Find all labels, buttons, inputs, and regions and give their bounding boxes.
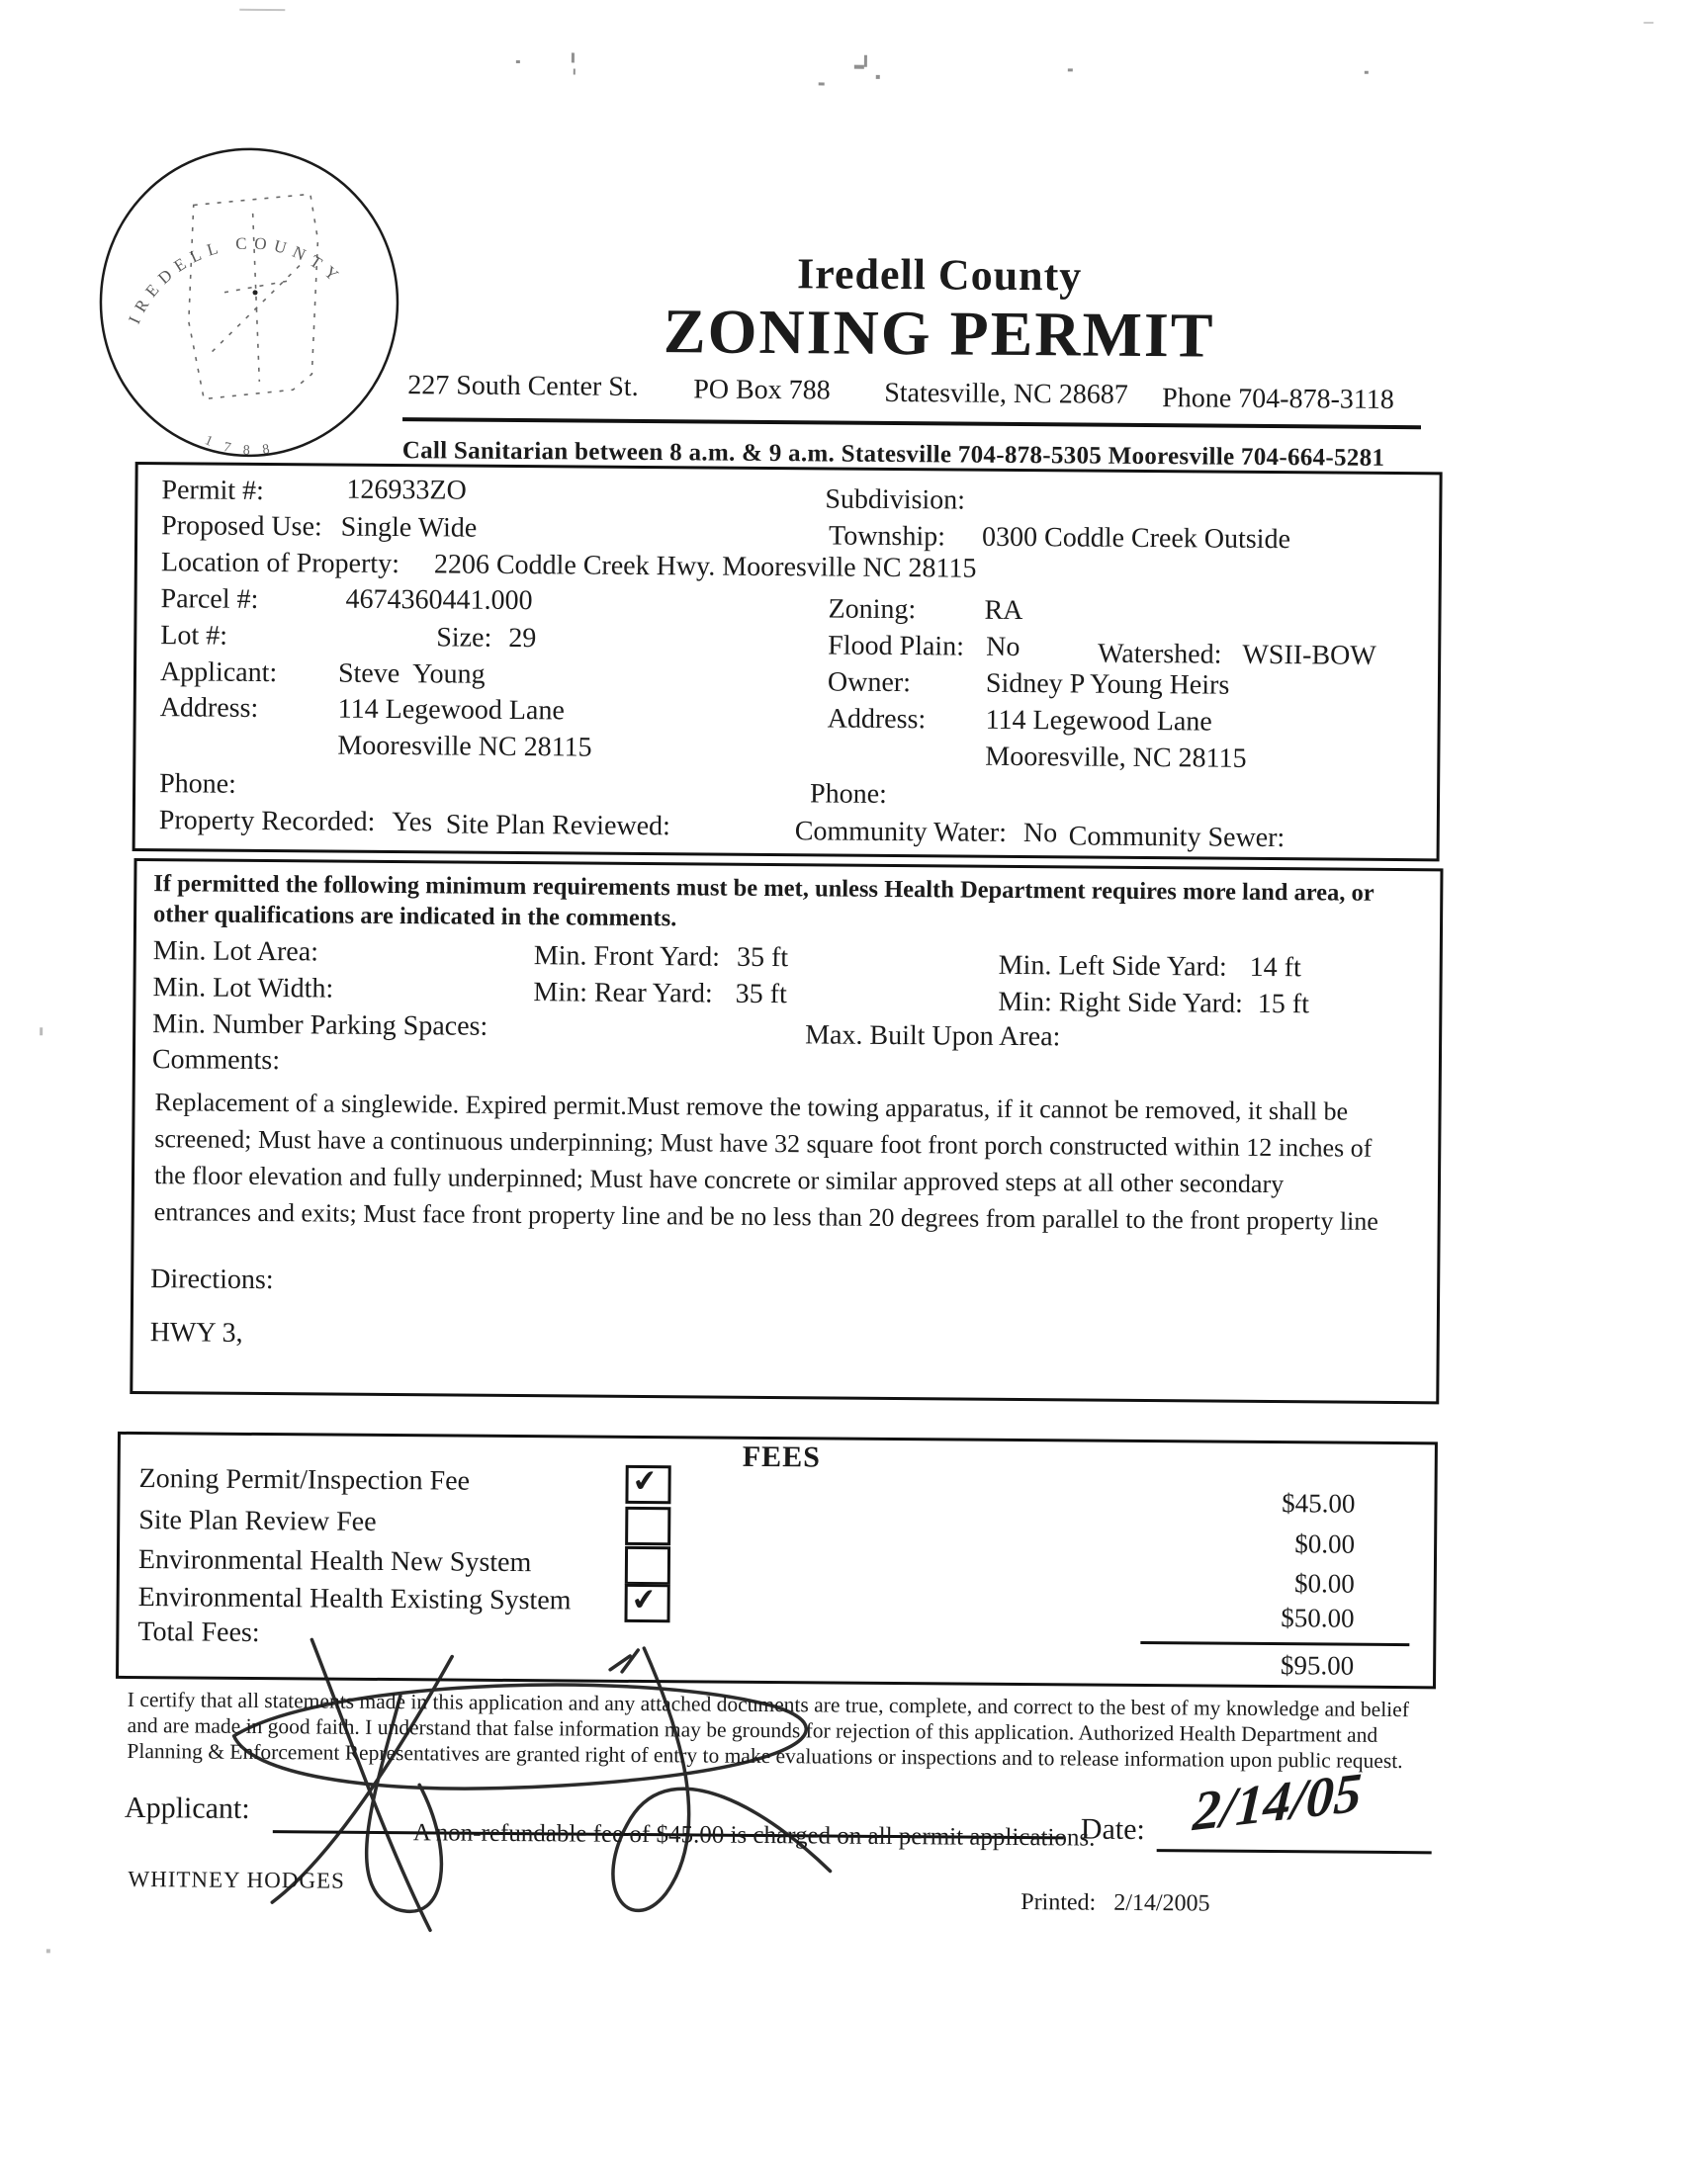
fee-row-checkbox	[625, 1507, 670, 1545]
scan-noise	[819, 82, 825, 85]
certification-text: I certify that all statements made in this application and any attached documents are true, complete, and correct to the best of my knowledge and belief and are made in good faith. I understand that false information may be grounds for rejection of this application. Authorized Health Department and Planning & Enforcement Representatives are granted right of entry to make evaluations or inspections and to release information upon public request.	[127, 1687, 1410, 1774]
max-built-label: Max. Built Upon Area:	[805, 1019, 1061, 1053]
applicant-address-label: Address:	[159, 692, 259, 724]
zoning-value: RA	[984, 594, 1023, 627]
community-water-label: Community Water:	[794, 816, 1008, 848]
permit-number-value: 126933ZO	[346, 474, 467, 506]
scan-noise	[864, 55, 867, 67]
site-plan-reviewed-label: Site Plan Reviewed:	[445, 809, 671, 842]
min-left-yard-value: 14 ft	[1249, 951, 1301, 984]
page-title: ZONING PERMIT	[663, 296, 1215, 371]
min-front-yard-label: Min. Front Yard:	[533, 940, 721, 973]
min-rear-yard-row	[533, 977, 787, 1010]
directions-label: Directions:	[150, 1264, 274, 1296]
location-label: Location of Property:	[160, 547, 400, 580]
scan-noise	[46, 1949, 50, 1953]
fee-row-label: Site Plan Review Fee	[138, 1505, 377, 1537]
header-divider	[402, 417, 1421, 429]
proposed-use-row	[161, 510, 477, 545]
min-rear-yard-value: 35 ft	[735, 978, 787, 1010]
zoning-label: Zoning:	[828, 593, 917, 626]
officer-name: WHITNEY HODGES	[128, 1866, 346, 1893]
permit-number-label: Permit #:	[161, 475, 265, 507]
location-value: 2206 Coddle Creek Hwy. Mooresville NC 28115	[433, 549, 977, 584]
fee-row-label: Environmental Health New System	[137, 1544, 532, 1579]
min-rear-yard-label: Min: Rear Yard:	[533, 977, 713, 1009]
scan-noise	[574, 68, 576, 74]
scan-noise	[876, 75, 880, 79]
owner-label: Owner:	[827, 666, 912, 699]
min-parking-label: Min. Number Parking Spaces:	[152, 1008, 488, 1042]
check-icon: ✔	[630, 1581, 659, 1619]
applicant-value: Steve Young	[337, 657, 486, 690]
total-fees-amount: $95.00	[1280, 1650, 1355, 1681]
date-label: Date:	[1080, 1812, 1145, 1847]
comments-label: Comments:	[151, 1044, 281, 1077]
signature-scribble	[215, 1637, 1027, 1950]
phone-left-label: Phone:	[159, 768, 237, 800]
printed-value: 2/14/2005	[1113, 1889, 1210, 1917]
header-street: 227 South Center St.	[407, 370, 639, 402]
flood-plain-label: Flood Plain:	[828, 630, 965, 662]
scan-noise	[1643, 22, 1653, 24]
property-recorded-label: Property Recorded:	[158, 805, 376, 837]
applicant-signature-label: Applicant:	[124, 1791, 250, 1825]
min-left-yard-row	[999, 950, 1301, 984]
comments-text: Replacement of a singlewide. Expired permit.Must remove the towing apparatus, if it cannot be removed, it shall be screened; Must have a continuous underpinning; Must have 32 square foot front porch constructed within 12 inches of the floor elevation and fully underpinned; Must have concrete or similar approved steps at all other secondary entrances and exits; Must face front property line and be no less than 20 degrees from parallel to the front property line	[153, 1088, 1379, 1236]
handwritten-date: 2/14/05	[1191, 1761, 1364, 1844]
size-label: Size:	[436, 622, 492, 654]
applicant-address-line2: Mooresville NC 28115	[337, 730, 592, 763]
community-sewer-label: Community Sewer:	[1068, 821, 1286, 854]
community-water-value: No	[1022, 818, 1058, 849]
watershed-label: Watershed:	[1098, 638, 1222, 670]
scan-noise	[1365, 71, 1369, 74]
scan-noise	[239, 9, 285, 11]
fee-note: A non-refundable fee of $45.00 is charged on all permit applications.	[412, 1819, 1096, 1852]
date-line	[1157, 1849, 1432, 1854]
parcel-label: Parcel #:	[160, 583, 259, 615]
township-value: 0300 Coddle Creek Outside	[981, 521, 1291, 556]
min-right-yard-value: 15 ft	[1257, 988, 1310, 1020]
sanitarian-note: Call Sanitarian between 8 a.m. & 9 a.m. Statesville 704-878-5305 Mooresville 704-664-5281	[401, 437, 1385, 472]
fee-row-amount: $0.00	[1294, 1529, 1356, 1559]
seal-ring-top-text: IREDELL COUNTY	[125, 233, 348, 327]
min-right-yard-row	[998, 987, 1309, 1020]
owner-value: Sidney P Young Heirs	[985, 667, 1230, 701]
min-left-yard-label: Min. Left Side Yard:	[998, 949, 1227, 983]
property-recorded-row	[159, 805, 432, 838]
watershed-row	[1098, 639, 1376, 672]
min-lot-width-label: Min. Lot Width:	[152, 972, 334, 1005]
fee-row-checkbox	[625, 1546, 670, 1585]
min-front-yard-value: 35 ft	[736, 941, 789, 974]
watershed-value: WSII-BOW	[1242, 639, 1376, 671]
parcel-value: 4674360441.000	[345, 583, 533, 617]
phone-right-label: Phone:	[809, 778, 887, 810]
property-recorded-value: Yes	[392, 807, 433, 838]
printed-row	[1020, 1889, 1210, 1918]
proposed-use-value: Single Wide	[340, 511, 478, 544]
lot-number-label: Lot #:	[160, 620, 228, 652]
header-phone: Phone 704-878-3118	[1162, 383, 1394, 415]
applicant-address-line1: 114 Legewood Lane	[337, 693, 565, 727]
fee-row-label: Zoning Permit/Inspection Fee	[138, 1463, 471, 1497]
requirements-intro: If permitted the following minimum requirements must be met, unless Health Department requires more land area, or other qualifications are indicated in the comments.	[152, 870, 1375, 932]
fee-row-checkbox	[624, 1581, 669, 1622]
fee-row-amount: $0.00	[1293, 1568, 1355, 1599]
flood-plain-value: No	[986, 631, 1020, 663]
check-icon: ✔	[630, 1462, 660, 1501]
fee-row-checkbox	[625, 1462, 670, 1504]
directions-value: HWY 3,	[149, 1317, 243, 1349]
min-right-yard-label: Min: Right Side Yard:	[998, 986, 1243, 1019]
scan-noise	[516, 60, 520, 63]
subdivision-label: Subdivision:	[825, 483, 966, 516]
location-row	[161, 547, 977, 584]
scan-noise	[572, 52, 575, 62]
county-name: Iredell County	[796, 249, 1083, 301]
svg-text:1 7 8 8	[203, 433, 276, 459]
header-city: Statesville, NC 28687	[884, 377, 1128, 410]
fee-row-label: Environmental Health Existing System	[137, 1582, 572, 1616]
min-front-yard-row	[534, 940, 789, 974]
county-seal	[93, 143, 407, 462]
seal-ring-bottom-text: 1 7 8 8	[202, 433, 276, 459]
scan-noise	[40, 1027, 43, 1035]
fee-row-amount: $50.00	[1281, 1603, 1355, 1633]
proposed-use-label: Proposed Use:	[161, 510, 322, 543]
applicant-label: Applicant:	[159, 656, 278, 689]
township-label: Township:	[828, 520, 946, 553]
owner-address-line2: Mooresville, NC 28115	[985, 741, 1247, 774]
scan-noise	[854, 65, 864, 69]
size-value: 29	[508, 622, 537, 655]
owner-address-label: Address:	[827, 703, 927, 736]
lot-size	[436, 622, 536, 655]
scan-noise	[1068, 68, 1073, 71]
fees-title: FEES	[742, 1440, 821, 1474]
fee-row-amount: $45.00	[1282, 1488, 1356, 1519]
header-po-box: PO Box 788	[693, 374, 831, 406]
min-lot-area-label: Min. Lot Area:	[152, 935, 319, 968]
printed-label: Printed:	[1020, 1889, 1097, 1916]
owner-address-line1: 114 Legewood Lane	[985, 704, 1212, 738]
community-water-row	[795, 816, 1058, 849]
total-fees-label: Total Fees:	[137, 1616, 260, 1649]
